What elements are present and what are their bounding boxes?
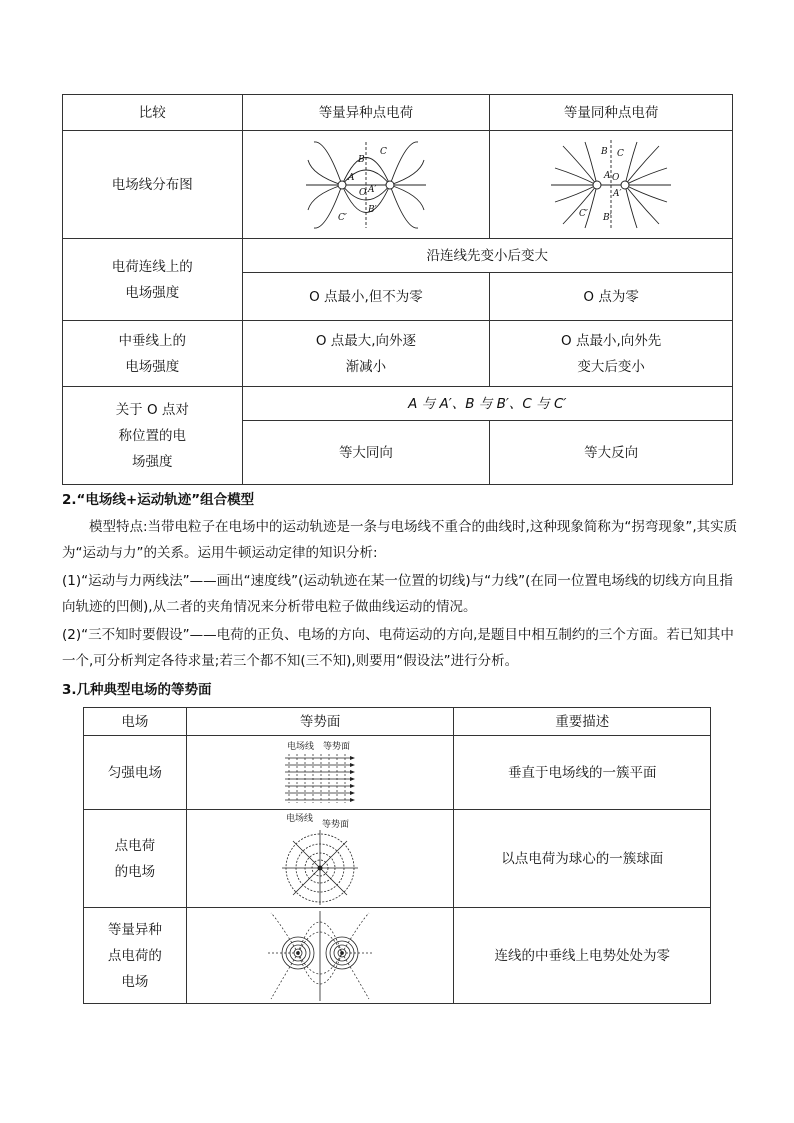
point-charge-figure <box>270 812 370 906</box>
table-row-diagram <box>63 131 733 239</box>
point-charge-desc: 以点电荷为球心的一簇球面 <box>454 810 711 908</box>
dipole-name-line1: 等量异种 <box>107 921 162 938</box>
label-B-prime: B′ <box>367 204 377 215</box>
symmetric-like-cell: 等大反向 <box>490 421 733 485</box>
label-C: C <box>379 146 387 157</box>
table-header-row <box>63 95 733 131</box>
symmetric-merged-cell: A 与 A′、B 与 B′、C 与 C′ <box>242 387 732 421</box>
label-A-prime: A′ <box>367 184 377 195</box>
uniform-field-name <box>84 736 187 810</box>
like-label-B: B <box>601 146 608 157</box>
point-name-line1: 点电荷 <box>114 837 156 854</box>
like-label-A-prime: A′ <box>613 188 622 199</box>
row-label-connect-line1: 电荷连线上的 <box>111 258 193 275</box>
header-opposite-charges: 等量异种点电荷 <box>242 95 490 131</box>
point-charge-name <box>84 810 187 908</box>
connect-like-cell: O 点为零 <box>490 273 733 321</box>
table-row-connect-a <box>63 239 733 273</box>
connect-opposite-cell: O 点最小,但不为零 <box>242 273 490 321</box>
uniform-equipotential-label: 等势面 <box>323 741 351 752</box>
row-label-perpendicular <box>63 321 243 387</box>
section3-heading: 3.几种典型电场的等势面 <box>62 682 212 698</box>
dipole-figure-cell <box>186 908 454 1004</box>
perp-opposite-cell <box>242 321 490 387</box>
header-field: 电场 <box>84 708 187 736</box>
table-row-perpendicular <box>63 321 733 387</box>
equipotential-table <box>83 707 711 1004</box>
row-label-connect-line2: 电场强度 <box>125 284 180 301</box>
header-equipotential: 等势面 <box>186 708 454 736</box>
table2-row-dipole <box>84 908 711 1004</box>
row-label-symmetric <box>63 387 243 485</box>
uniform-name-line1: 匀强电场 <box>107 764 162 781</box>
row-label-connect <box>63 239 243 321</box>
row-label-perp-line2: 电场强度 <box>125 358 180 375</box>
uniform-fieldline-label: 电场线 <box>287 741 315 752</box>
dipole-name-line3: 电场 <box>121 973 149 990</box>
point-fieldline-label: 电场线 <box>286 813 314 824</box>
perp-like-cell <box>490 321 733 387</box>
section2-paragraph3: (2)“三不知时要假设”——电荷的正负、电场的方向、电荷运动的方向,是题目中相互制约的三个方面。若已知其中一个,可分析判定各待求量;若三个都不知(三不知),则要用“假设法”进行分析。 <box>62 627 734 669</box>
like-label-B-prime: B′ <box>603 212 612 223</box>
section2-paragraph2: (1)“运动与力两线法”——画出“速度线”(运动轨迹在某一位置的切线)与“力线”(在同一位置电场线的切线方向且指向轨迹的凹侧),从二者的夹角情况来分析带电粒子做曲线运动的情况。 <box>62 573 733 615</box>
point-name-line2: 的电场 <box>114 863 156 880</box>
table-row-symmetric-a <box>63 387 733 421</box>
header-description: 重要描述 <box>454 708 711 736</box>
symmetric-opposite-cell: 等大同向 <box>242 421 490 485</box>
table2-row-uniform <box>84 736 711 810</box>
label-A: A <box>347 172 355 183</box>
diagram-like-cell <box>490 131 733 239</box>
uniform-field-figure-cell <box>186 736 454 810</box>
label-O: O <box>358 187 367 198</box>
dipole-name <box>84 908 187 1004</box>
perp-opposite-line1: O 点最大,向外逐 <box>315 332 417 349</box>
table2-row-point <box>84 810 711 908</box>
like-label-O: O <box>612 172 620 183</box>
dipole-name-line2: 点电荷的 <box>107 947 162 964</box>
header-compare: 比较 <box>63 95 243 131</box>
section2-heading: 2.“电场线+运动轨迹”组合模型 <box>62 492 255 508</box>
label-B: B <box>357 154 365 165</box>
row-label-field-lines: 电场线分布图 <box>63 131 243 239</box>
opposite-charges-field-diagram <box>306 140 426 230</box>
perp-like-line2: 变大后变小 <box>577 358 645 375</box>
dipole-desc: 连线的中垂线上电势处处为零 <box>454 908 711 1004</box>
row-label-sym-line2: 称位置的电 <box>118 427 187 444</box>
diagram-opposite-cell <box>242 131 490 239</box>
point-equipotential-label: 等势面 <box>322 819 350 830</box>
uniform-field-figure <box>275 740 365 806</box>
row-label-perp-line1: 中垂线上的 <box>118 332 187 349</box>
row-label-sym-line1: 关于 O 点对 <box>115 401 189 418</box>
like-charges-field-diagram <box>551 140 671 230</box>
label-C-prime: C′ <box>337 212 347 223</box>
like-label-C-prime: C′ <box>579 208 589 219</box>
connect-merged-cell: 沿连线先变小后变大 <box>242 239 732 273</box>
perp-opposite-line2: 渐减小 <box>345 358 387 375</box>
comparison-table <box>62 94 733 485</box>
like-label-C: C <box>617 148 625 159</box>
like-label-A: A <box>604 170 611 181</box>
point-charge-figure-cell <box>186 810 454 908</box>
table2-header-row <box>84 708 711 736</box>
section2-paragraph1: 模型特点:当带电粒子在电场中的运动轨迹是一条与电场线不重合的曲线时,这种现象简称为“拐弯现象”,其实质为“运动与力”的关系。运用牛顿运动定律的知识分析: <box>62 519 738 561</box>
uniform-field-desc: 垂直于电场线的一簇平面 <box>454 736 711 810</box>
header-like-charges: 等量同种点电荷 <box>490 95 733 131</box>
dipole-figure <box>265 911 375 1001</box>
perp-like-line1: O 点最小,向外先 <box>561 332 662 349</box>
row-label-sym-line3: 场强度 <box>132 453 173 470</box>
